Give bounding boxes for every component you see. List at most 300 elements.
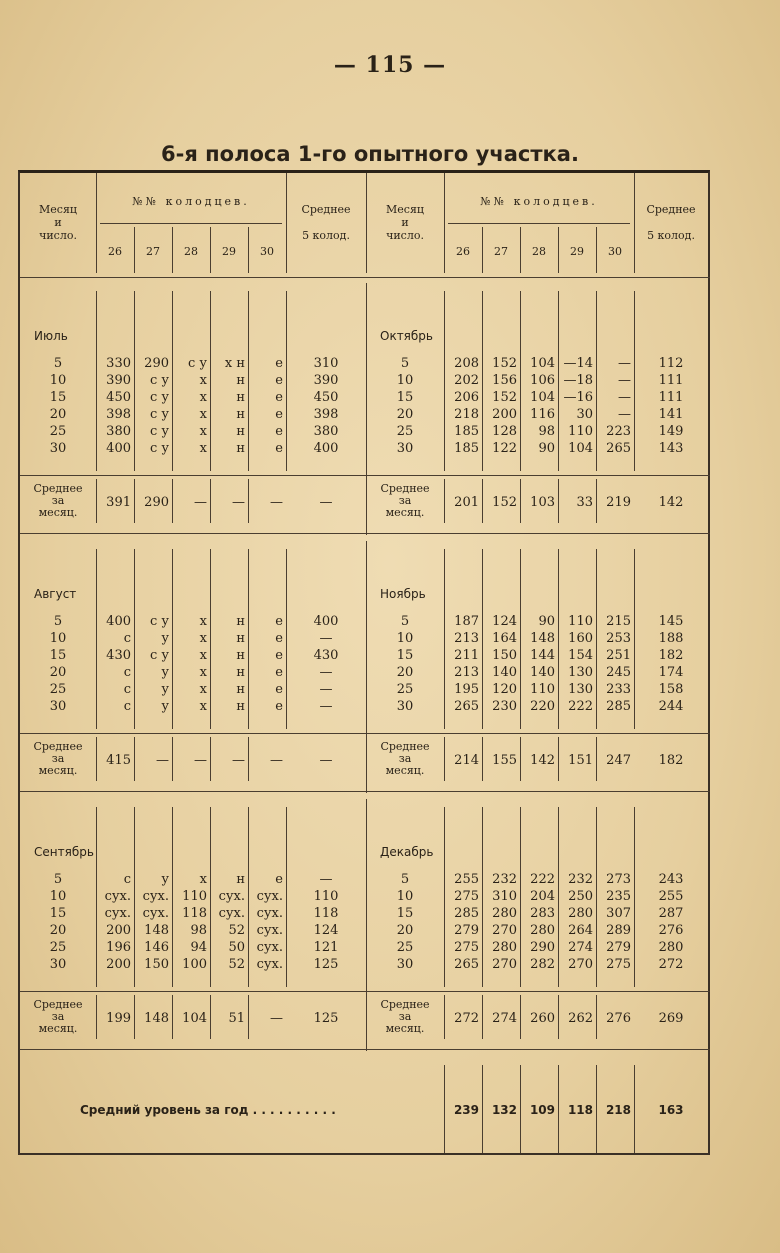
right-block-2-avg-cell: 274 xyxy=(492,1011,517,1026)
right-block-1-row-cell: 213 xyxy=(454,631,479,646)
left-block-1-avg-cell: 415 xyxy=(106,753,131,768)
left-block-1-row-cell: е xyxy=(275,648,283,663)
left-header-avg: Среднее 5 колод. xyxy=(301,203,351,242)
right-block-0-row-cell: 185 xyxy=(454,424,479,439)
left-block-2-avg-cell: 148 xyxy=(144,1011,169,1026)
left-block-0-month-label: Июль xyxy=(34,329,68,343)
right-block-2-row-cell: 279 xyxy=(606,940,631,955)
right-header-subline xyxy=(448,223,630,224)
left-block-1-avg-divider xyxy=(248,737,249,781)
left-block-0-col-divider xyxy=(172,291,173,471)
left-block-1-row-day: 5 xyxy=(53,614,63,629)
left-header-well-26: 26 xyxy=(108,245,122,258)
right-block-1-row-day: 30 xyxy=(396,699,414,714)
data-table xyxy=(18,170,710,1155)
left-block-2-row-cell: х xyxy=(199,872,207,887)
left-block-1-col-divider xyxy=(96,549,97,729)
right-block-2-avg-total: 269 xyxy=(658,1011,684,1026)
left-block-2-row-cell: с xyxy=(123,872,131,887)
right-block-1-row-cell: 120 xyxy=(492,682,517,697)
year-label: Средний уровень за год . . . . . . . . . . xyxy=(80,1103,336,1117)
right-block-0-row-cell: 200 xyxy=(492,407,517,422)
left-block-1-avg-cell: — xyxy=(194,753,207,768)
left-block-2-row-day: 10 xyxy=(49,889,67,904)
right-block-0-row-cell: 218 xyxy=(454,407,479,422)
left-block-1-row-avg: — xyxy=(319,665,333,680)
right-block-1-row-cell: 110 xyxy=(530,682,555,697)
left-block-0-row-cell: 398 xyxy=(106,407,131,422)
right-block-1-row-avg: 145 xyxy=(658,614,684,629)
left-block-0-col-divider xyxy=(96,291,97,471)
right-block-2-row-cell: 290 xyxy=(530,940,555,955)
right-block-2-row-cell: 275 xyxy=(606,957,631,972)
left-block-0-row-cell: х xyxy=(199,390,207,405)
left-block-2-row-cell: 94 xyxy=(190,940,207,955)
right-block-0-row-cell: 202 xyxy=(454,373,479,388)
right-block-0-row-cell: 208 xyxy=(454,356,479,371)
left-block-0-row-cell: с у xyxy=(149,373,169,388)
left-block-2-row-cell: сух. xyxy=(218,906,245,921)
right-header-divider xyxy=(482,227,483,273)
left-block-0-row-cell: 390 xyxy=(106,373,131,388)
left-block-1-row-cell: е xyxy=(275,631,283,646)
right-block-2-month-label: Декабрь xyxy=(380,845,434,859)
right-block-2-row-cell: 232 xyxy=(568,872,593,887)
left-block-2-col-divider xyxy=(172,807,173,987)
left-block-2-row-cell: 118 xyxy=(182,906,207,921)
right-block-1-row-avg: 158 xyxy=(658,682,684,697)
left-block-2-row-cell: 150 xyxy=(144,957,169,972)
left-block-1-row-cell: с у xyxy=(149,614,169,629)
left-block-1-row-cell: е xyxy=(275,699,283,714)
left-block-0-avg-divider xyxy=(248,479,249,523)
right-block-0-avg-divider xyxy=(596,479,597,523)
block-rule xyxy=(20,733,710,734)
right-block-2-row-cell: 235 xyxy=(606,889,631,904)
left-block-2-row-day: 15 xyxy=(49,906,67,921)
right-block-0-row-avg: 141 xyxy=(658,407,684,422)
right-block-2-row-avg: 276 xyxy=(658,923,684,938)
right-block-2-row-cell: 283 xyxy=(530,906,555,921)
right-block-2-row-cell: 280 xyxy=(492,940,517,955)
left-header-divider xyxy=(248,227,249,273)
left-block-1-row-cell: х xyxy=(199,631,207,646)
left-block-0-row-day: 15 xyxy=(49,390,67,405)
left-block-0-col-divider xyxy=(248,291,249,471)
right-header-divider xyxy=(558,227,559,273)
year-cell: 109 xyxy=(529,1103,555,1117)
right-block-0-row-day: 30 xyxy=(396,441,414,456)
right-block-2-row-day: 20 xyxy=(396,923,414,938)
left-block-2-row-cell: сух. xyxy=(104,889,131,904)
left-block-0-row-cell: е xyxy=(275,424,283,439)
left-header-month: Месяц и число. xyxy=(39,203,77,242)
left-block-1-row-cell: е xyxy=(275,682,283,697)
left-block-2-avg-divider xyxy=(96,995,97,1039)
left-block-2-row-cell: 52 xyxy=(228,957,245,972)
left-block-0-row-cell: н xyxy=(236,390,245,405)
right-block-1-col-divider xyxy=(520,549,521,729)
block-side-divider xyxy=(366,283,367,535)
left-block-0-avg-cell: — xyxy=(232,495,245,510)
right-block-2-row-cell: 275 xyxy=(454,889,479,904)
left-block-0-row-cell: 450 xyxy=(106,390,131,405)
left-block-2-row-cell: сух. xyxy=(256,889,283,904)
right-block-2-avg-divider xyxy=(596,995,597,1039)
right-header-avg: Среднее 5 колод. xyxy=(646,203,696,242)
right-block-1-row-cell: 220 xyxy=(530,699,555,714)
left-block-0-avg-divider xyxy=(210,479,211,523)
right-block-0-row-cell: 104 xyxy=(568,441,593,456)
left-block-2-row-cell: у xyxy=(161,872,169,887)
right-block-2-avg-cell: 276 xyxy=(606,1011,631,1026)
block-side-divider xyxy=(366,541,367,793)
left-block-2-row-avg: 110 xyxy=(313,889,339,904)
left-block-1-row-avg: — xyxy=(319,631,333,646)
left-block-2-row-cell: 110 xyxy=(182,889,207,904)
right-block-1-avg-divider xyxy=(596,737,597,781)
right-block-0-row-cell: 116 xyxy=(530,407,555,422)
right-block-0-col-divider xyxy=(596,291,597,471)
right-header-month: Месяц и число. xyxy=(386,203,424,242)
block-end-rule xyxy=(20,533,710,534)
left-block-2-row-cell: 148 xyxy=(144,923,169,938)
left-block-1-row-cell: у xyxy=(161,665,169,680)
left-block-1-row-cell: н xyxy=(236,682,245,697)
right-block-0-month-label: Октябрь xyxy=(380,329,433,343)
left-block-1-col-divider xyxy=(210,549,211,729)
right-block-0-row-cell: 206 xyxy=(454,390,479,405)
right-block-0-row-cell: — xyxy=(618,373,631,388)
right-block-0-avg-cell: 201 xyxy=(454,495,479,510)
right-block-0-avg-divider xyxy=(482,479,483,523)
right-block-0-row-cell: 106 xyxy=(530,373,555,388)
right-block-2-row-cell: 307 xyxy=(606,906,631,921)
right-block-1-avg-divider xyxy=(520,737,521,781)
year-cell: 118 xyxy=(567,1103,593,1117)
right-block-2-row-cell: 273 xyxy=(606,872,631,887)
left-block-1-row-cell: н xyxy=(236,665,245,680)
right-block-0-row-avg: 111 xyxy=(658,390,684,405)
right-block-1-row-cell: 187 xyxy=(454,614,479,629)
left-header-divider xyxy=(134,227,135,273)
right-block-0-row-cell: 156 xyxy=(492,373,517,388)
right-block-1-row-cell: 160 xyxy=(568,631,593,646)
left-block-0-row-cell: 380 xyxy=(106,424,131,439)
left-header-subline xyxy=(100,223,282,224)
left-block-0-row-avg: 380 xyxy=(313,424,339,439)
left-block-0-avg-cell: 391 xyxy=(106,495,131,510)
left-block-1-row-cell: х xyxy=(199,614,207,629)
left-block-2-row-avg: 124 xyxy=(313,923,339,938)
left-block-1-avg-cell: — xyxy=(156,753,169,768)
left-block-0-row-cell: н xyxy=(236,441,245,456)
right-header-well-30: 30 xyxy=(608,245,622,258)
right-block-2-row-day: 30 xyxy=(396,957,414,972)
right-block-2-row-cell: 222 xyxy=(530,872,555,887)
right-block-2-row-avg: 272 xyxy=(658,957,684,972)
right-header-well-28: 28 xyxy=(532,245,546,258)
right-block-2-avg-divider xyxy=(558,995,559,1039)
left-block-1-row-cell: н xyxy=(236,614,245,629)
left-block-1-row-avg: — xyxy=(319,682,333,697)
left-block-2-avg-label: Среднее за месяц. xyxy=(33,998,83,1035)
right-block-1-month-label: Ноябрь xyxy=(380,587,426,601)
right-block-2-avg-divider xyxy=(520,995,521,1039)
header-divider xyxy=(444,173,445,273)
left-block-2-col-divider xyxy=(134,807,135,987)
right-block-2-row-day: 25 xyxy=(396,940,414,955)
header-divider xyxy=(286,173,287,273)
right-block-0-row-cell: —18 xyxy=(563,373,593,388)
left-block-0-row-cell: х н xyxy=(224,356,245,371)
right-block-1-row-avg: 244 xyxy=(658,699,684,714)
left-block-2-avg-divider xyxy=(134,995,135,1039)
right-block-2-row-cell: 280 xyxy=(492,906,517,921)
left-block-2-month-label: Сентябрь xyxy=(34,845,94,859)
right-block-2-row-avg: 243 xyxy=(658,872,684,887)
right-block-2-row-cell: 274 xyxy=(568,940,593,955)
left-header-divider xyxy=(210,227,211,273)
left-header-well-28: 28 xyxy=(184,245,198,258)
left-block-0-col-divider xyxy=(134,291,135,471)
left-block-2-avg-cell: — xyxy=(270,1011,283,1026)
left-block-2-avg-divider xyxy=(210,995,211,1039)
left-block-1-col-divider xyxy=(134,549,135,729)
right-block-0-col-divider xyxy=(482,291,483,471)
left-block-0-row-cell: с у xyxy=(149,424,169,439)
right-block-1-avg-cell: 142 xyxy=(530,753,555,768)
right-block-2-row-cell: 264 xyxy=(568,923,593,938)
right-block-1-row-cell: 154 xyxy=(568,648,593,663)
right-block-0-avg-divider xyxy=(520,479,521,523)
left-block-1-col-divider xyxy=(248,549,249,729)
left-block-2-row-cell: 52 xyxy=(228,923,245,938)
right-header-divider xyxy=(520,227,521,273)
right-block-2-col-divider xyxy=(558,807,559,987)
right-block-0-row-cell: 104 xyxy=(530,356,555,371)
left-block-2-row-day: 5 xyxy=(53,872,63,887)
left-block-0-row-day: 25 xyxy=(49,424,67,439)
right-block-1-row-day: 25 xyxy=(396,682,414,697)
right-block-2-row-day: 15 xyxy=(396,906,414,921)
left-block-2-row-avg: — xyxy=(319,872,333,887)
right-block-1-row-cell: 265 xyxy=(454,699,479,714)
right-block-2-row-cell: 275 xyxy=(454,940,479,955)
right-block-0-row-cell: 98 xyxy=(538,424,555,439)
right-block-1-row-cell: 164 xyxy=(492,631,517,646)
right-block-1-row-cell: 285 xyxy=(606,699,631,714)
left-block-0-row-avg: 400 xyxy=(313,441,339,456)
left-block-1-avg-divider xyxy=(172,737,173,781)
right-block-2-avg-cell: 260 xyxy=(530,1011,555,1026)
year-cell: 218 xyxy=(605,1103,631,1117)
left-block-2-avg-cell: 199 xyxy=(106,1011,131,1026)
right-block-0-avg-cell: 103 xyxy=(530,495,555,510)
right-block-2-col-divider xyxy=(444,807,445,987)
right-block-2-row-cell: 270 xyxy=(492,923,517,938)
right-block-0-row-avg: 143 xyxy=(658,441,684,456)
left-block-1-avg-divider xyxy=(96,737,97,781)
right-block-2-row-cell: 250 xyxy=(568,889,593,904)
left-block-1-row-cell: 430 xyxy=(106,648,131,663)
right-block-2-row-day: 5 xyxy=(400,872,410,887)
right-block-1-avg-cell: 155 xyxy=(492,753,517,768)
left-block-1-avg-cell: — xyxy=(232,753,245,768)
right-block-0-row-avg: 111 xyxy=(658,373,684,388)
left-block-0-row-cell: с у xyxy=(149,390,169,405)
right-block-1-avg-divider xyxy=(558,737,559,781)
block-side-divider xyxy=(366,799,367,1051)
right-block-0-row-cell: 185 xyxy=(454,441,479,456)
left-block-1-row-cell: е xyxy=(275,665,283,680)
left-block-2-avg-cell: 51 xyxy=(228,1011,245,1026)
left-block-2-row-cell: е xyxy=(275,872,283,887)
right-block-1-row-cell: 253 xyxy=(606,631,631,646)
left-block-0-row-cell: х xyxy=(199,424,207,439)
left-block-0-row-avg: 310 xyxy=(313,356,339,371)
right-block-1-col-divider xyxy=(482,549,483,729)
right-block-0-row-cell: 223 xyxy=(606,424,631,439)
left-block-2-row-cell: сух. xyxy=(256,906,283,921)
right-block-2-avg-divider xyxy=(482,995,483,1039)
right-block-2-col-divider xyxy=(520,807,521,987)
right-block-1-row-cell: 211 xyxy=(454,648,479,663)
left-header-well-27: 27 xyxy=(146,245,160,258)
right-block-2-row-cell: 282 xyxy=(530,957,555,972)
left-block-0-row-day: 10 xyxy=(49,373,67,388)
left-block-1-avg-divider xyxy=(134,737,135,781)
block-rule xyxy=(20,991,710,992)
left-block-2-row-cell: 146 xyxy=(144,940,169,955)
right-block-1-row-avg: 188 xyxy=(658,631,684,646)
right-header-divider xyxy=(596,227,597,273)
left-block-2-row-cell: сух. xyxy=(256,940,283,955)
left-block-2-row-cell: 100 xyxy=(182,957,207,972)
right-block-1-row-cell: 140 xyxy=(492,665,517,680)
right-block-1-row-cell: 213 xyxy=(454,665,479,680)
left-block-1-row-cell: 400 xyxy=(106,614,131,629)
left-block-1-row-cell: х xyxy=(199,648,207,663)
block-avg-divider xyxy=(286,549,287,729)
left-block-2-row-cell: 200 xyxy=(106,923,131,938)
right-block-0-row-cell: — xyxy=(618,356,631,371)
left-block-2-row-avg: 118 xyxy=(313,906,339,921)
left-block-0-avg-total: — xyxy=(319,495,333,510)
right-header-wells: №№ колодцев. xyxy=(480,195,598,208)
block-end-rule xyxy=(20,791,710,792)
left-block-2-row-cell: сух. xyxy=(142,889,169,904)
left-block-0-row-cell: с у xyxy=(149,407,169,422)
left-block-1-row-cell: с xyxy=(123,631,131,646)
block-avg-divider xyxy=(634,807,635,987)
left-block-0-row-cell: н xyxy=(236,407,245,422)
left-block-2-row-avg: 121 xyxy=(313,940,339,955)
left-header-well-30: 30 xyxy=(260,245,274,258)
left-block-1-avg-divider xyxy=(210,737,211,781)
right-header-well-27: 27 xyxy=(494,245,508,258)
left-block-0-row-avg: 450 xyxy=(313,390,339,405)
right-block-2-row-cell: 265 xyxy=(454,957,479,972)
right-block-2-avg-divider xyxy=(444,995,445,1039)
right-block-0-avg-cell: 219 xyxy=(606,495,631,510)
left-block-1-row-day: 30 xyxy=(49,699,67,714)
left-block-0-row-avg: 398 xyxy=(313,407,339,422)
right-block-2-row-cell: 285 xyxy=(454,906,479,921)
right-block-0-row-cell: — xyxy=(618,390,631,405)
left-block-0-avg-cell: — xyxy=(194,495,207,510)
right-block-1-avg-divider xyxy=(482,737,483,781)
year-total: 163 xyxy=(658,1103,684,1117)
right-block-2-avg-cell: 272 xyxy=(454,1011,479,1026)
right-block-1-col-divider xyxy=(596,549,597,729)
page-title: 6-я полоса 1-го опытного участка. xyxy=(161,142,579,166)
right-block-0-row-day: 15 xyxy=(396,390,414,405)
left-block-1-row-cell: н xyxy=(236,699,245,714)
right-block-1-row-cell: 144 xyxy=(530,648,555,663)
right-block-0-row-cell: 30 xyxy=(576,407,593,422)
left-block-0-row-cell: 330 xyxy=(106,356,131,371)
left-block-0-row-cell: х xyxy=(199,407,207,422)
right-block-2-row-cell: 270 xyxy=(568,957,593,972)
left-block-0-avg-divider xyxy=(134,479,135,523)
left-block-0-row-cell: н xyxy=(236,424,245,439)
left-block-2-row-day: 25 xyxy=(49,940,67,955)
left-block-1-avg-label: Среднее за месяц. xyxy=(33,740,83,777)
left-block-0-row-day: 20 xyxy=(49,407,67,422)
right-block-2-row-cell: 289 xyxy=(606,923,631,938)
left-block-2-row-cell: сух. xyxy=(104,906,131,921)
right-block-1-row-cell: 222 xyxy=(568,699,593,714)
right-block-1-row-avg: 182 xyxy=(658,648,684,663)
left-block-0-row-cell: е xyxy=(275,407,283,422)
right-block-1-row-day: 20 xyxy=(396,665,414,680)
right-block-0-avg-divider xyxy=(558,479,559,523)
left-block-1-row-cell: у xyxy=(161,699,169,714)
left-block-2-row-cell: сух. xyxy=(218,889,245,904)
left-block-0-row-cell: 290 xyxy=(144,356,169,371)
right-block-1-row-day: 10 xyxy=(396,631,414,646)
left-block-0-row-cell: н xyxy=(236,373,245,388)
right-block-1-row-cell: 130 xyxy=(568,665,593,680)
right-header-well-26: 26 xyxy=(456,245,470,258)
right-block-2-row-avg: 280 xyxy=(658,940,684,955)
block-avg-divider xyxy=(634,291,635,471)
right-block-2-row-cell: 255 xyxy=(454,872,479,887)
left-block-2-row-day: 20 xyxy=(49,923,67,938)
block-end-rule xyxy=(20,1049,710,1050)
left-block-1-row-avg: — xyxy=(319,699,333,714)
right-block-1-avg-cell: 247 xyxy=(606,753,631,768)
left-block-1-row-day: 15 xyxy=(49,648,67,663)
left-block-2-row-avg: 125 xyxy=(313,957,339,972)
right-block-0-row-cell: —14 xyxy=(563,356,593,371)
left-block-0-row-cell: е xyxy=(275,441,283,456)
left-block-1-row-day: 10 xyxy=(49,631,67,646)
left-block-0-avg-cell: — xyxy=(270,495,283,510)
header-divider xyxy=(366,173,367,273)
left-block-2-row-cell: сух. xyxy=(256,923,283,938)
right-block-1-row-cell: 90 xyxy=(538,614,555,629)
right-block-0-row-cell: 152 xyxy=(492,356,517,371)
left-block-0-row-cell: х xyxy=(199,441,207,456)
right-block-0-row-cell: 104 xyxy=(530,390,555,405)
right-block-0-col-divider xyxy=(558,291,559,471)
year-cell: 239 xyxy=(453,1103,479,1117)
right-block-1-row-cell: 110 xyxy=(568,614,593,629)
right-block-0-row-cell: 90 xyxy=(538,441,555,456)
left-block-0-row-cell: 400 xyxy=(106,441,131,456)
